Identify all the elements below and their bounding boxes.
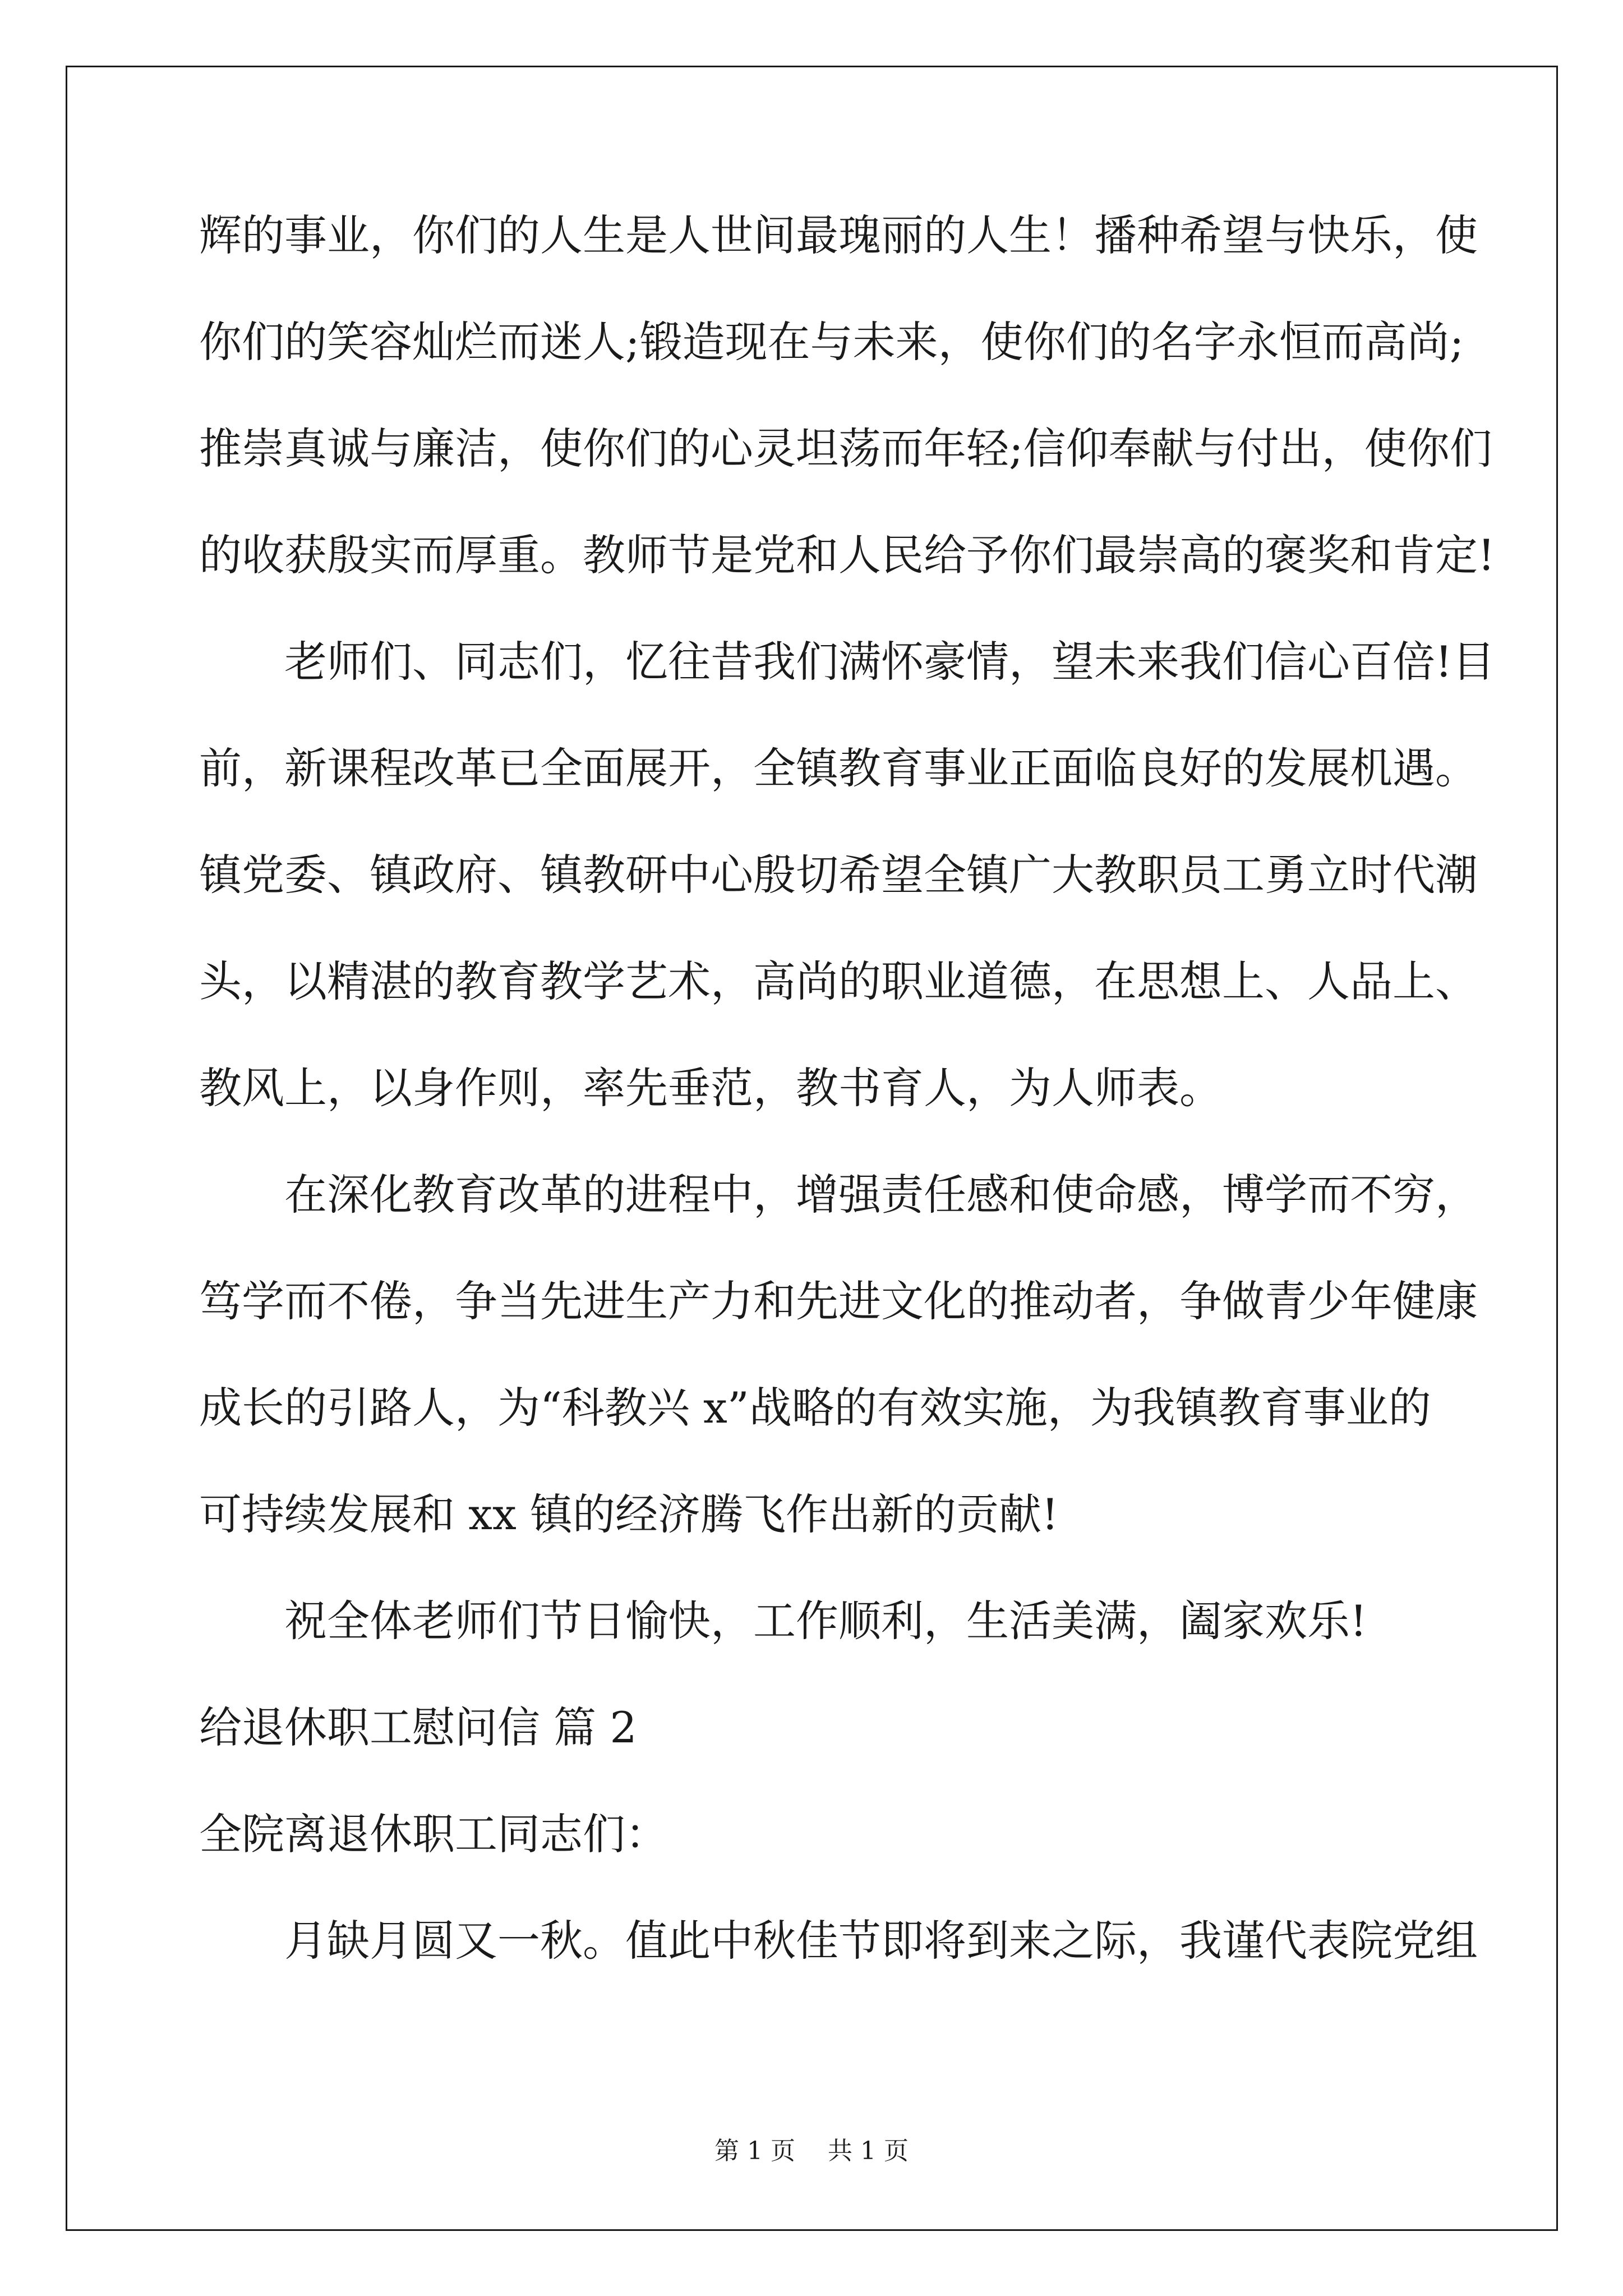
text-line: 笃学而不倦，争当先进生产力和先进文化的推动者，争做青少年健康 — [199, 1276, 1478, 1326]
text-line: 老师们、同志们，忆往昔我们满怀豪情，望未来我们信心百倍!目 — [284, 637, 1495, 687]
document-body — [199, 209, 1495, 2021]
text-line: 推崇真诚与廉洁，使你们的心灵坦荡而年轻;信仰奉献与付出，使你们 — [199, 424, 1492, 473]
text-line: 在深化教育改革的进程中，增强责任感和使命感，博学而不穷， — [284, 1170, 1478, 1220]
salutation: 全院离退休职工同志们： — [199, 1809, 668, 1859]
text-line: 的收获殷实而厚重。教师节是党和人民给予你们最崇高的褒奖和肯定! — [199, 530, 1495, 580]
page-footer — [0, 2136, 1623, 2167]
text-line: 辉的事业，你们的人生是人世间最瑰丽的人生！播种希望与快乐，使 — [199, 210, 1478, 260]
page-number: 第 1 页 — [714, 2137, 795, 2165]
text-line: 镇党委、镇政府、镇教研中心殷切希望全镇广大教职员工勇立时代潮 — [199, 850, 1478, 900]
section-heading: 给退休职工慰问信 篇 2 — [199, 1703, 637, 1752]
text-line: 你们的笑容灿烂而迷人;锻造现在与未来，使你们的名字永恒而高尚; — [199, 317, 1464, 367]
text-line: 教风上，以身作则，率先垂范，教书育人，为人师表。 — [199, 1063, 1222, 1113]
page-total: 共 1 页 — [828, 2137, 909, 2165]
text-line: 成长的引路人，为“科教兴 x”战略的有效实施，为我镇教育事业的 — [199, 1383, 1431, 1433]
text-line: 祝全体老师们节日愉快，工作顺利，生活美满，阖家欢乐! — [284, 1596, 1367, 1646]
text-line: 头，以精湛的教育教学艺术，高尚的职业道德，在思想上、人品上、 — [199, 956, 1478, 1006]
text-line: 前，新课程改革已全面展开，全镇教育事业正面临良好的发展机遇。 — [199, 743, 1478, 793]
text-line: 可持续发展和 xx 镇的经济腾飞作出新的贡献! — [199, 1489, 1059, 1539]
text-line: 月缺月圆又一秋。值此中秋佳节即将到来之际，我谨代表院党组 — [284, 1916, 1478, 1966]
